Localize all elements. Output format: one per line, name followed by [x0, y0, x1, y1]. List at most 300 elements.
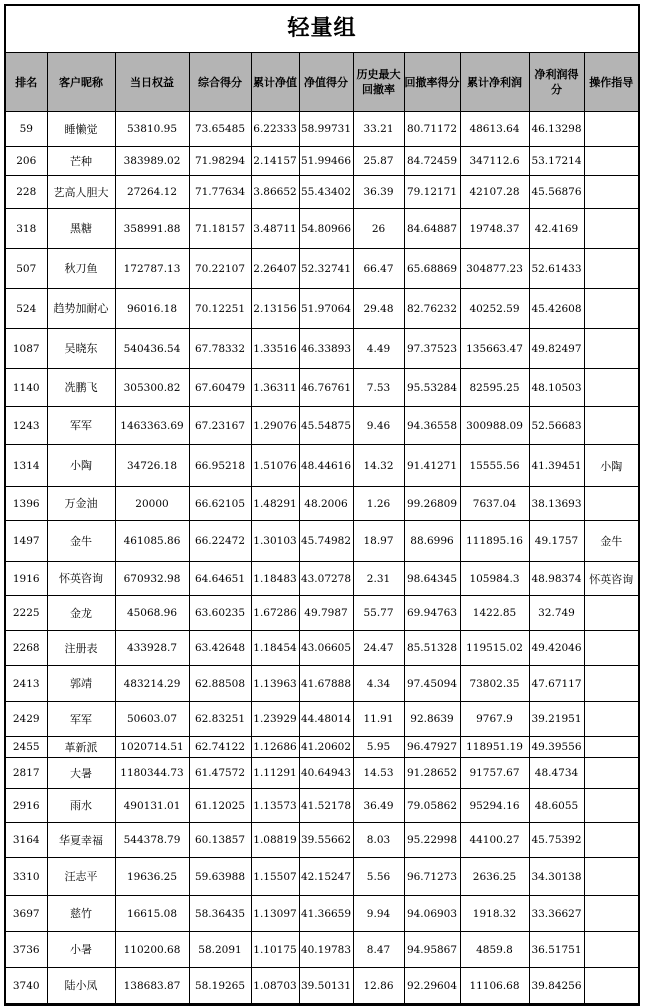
rank-cell: 228 [6, 176, 47, 209]
table-row [6, 562, 638, 596]
table-row [6, 702, 638, 737]
profit-score-cell: 49.82497 [529, 329, 584, 369]
name-cell: 怀英咨询 [47, 562, 115, 596]
name-cell: 军军 [47, 702, 115, 737]
score-cell: 62.88508 [189, 666, 251, 702]
table-row [6, 147, 638, 176]
table-row [6, 445, 638, 487]
header-nav: 累计净值 [251, 53, 299, 112]
max-drawdown-cell: 9.46 [353, 407, 404, 445]
score-cell: 66.62105 [189, 487, 251, 521]
profit-score-cell: 48.98374 [529, 562, 584, 596]
score-cell: 59.63988 [189, 858, 251, 896]
table-row [6, 737, 638, 758]
score-cell: 62.83251 [189, 702, 251, 737]
score-cell: 71.98294 [189, 147, 251, 176]
name-cell: 大暑 [47, 758, 115, 789]
equity-cell: 540436.54 [115, 329, 189, 369]
table-row [6, 407, 638, 445]
profit-cell: 4859.8 [460, 932, 529, 968]
nav-score-cell: 55.43402 [299, 176, 353, 209]
drawdown-score-cell: 79.05862 [404, 789, 460, 823]
drawdown-score-cell: 85.51328 [404, 631, 460, 666]
header-score: 综合得分 [189, 53, 251, 112]
rank-cell: 2429 [6, 702, 47, 737]
drawdown-score-cell: 88.6996 [404, 521, 460, 562]
max-drawdown-cell: 5.95 [353, 737, 404, 758]
guide-cell [584, 112, 638, 147]
nav-score-cell: 51.99466 [299, 147, 353, 176]
rank-cell: 2268 [6, 631, 47, 666]
rank-cell: 2225 [6, 596, 47, 631]
equity-cell: 19636.25 [115, 858, 189, 896]
guide-cell [584, 702, 638, 737]
equity-cell: 544378.79 [115, 823, 189, 858]
ranking-sheet [4, 4, 640, 1006]
guide-cell [584, 932, 638, 968]
guide-cell [584, 407, 638, 445]
score-cell: 67.60479 [189, 369, 251, 407]
profit-score-cell: 52.61433 [529, 249, 584, 289]
rank-cell: 2455 [6, 737, 47, 758]
nav-score-cell: 46.76761 [299, 369, 353, 407]
score-cell: 66.22472 [189, 521, 251, 562]
max-drawdown-cell: 4.49 [353, 329, 404, 369]
profit-cell: 73802.35 [460, 666, 529, 702]
header-drawdown-score: 回撤率得分 [404, 53, 460, 112]
header-guide: 操作指导 [584, 53, 638, 112]
name-cell: 芒种 [47, 147, 115, 176]
score-cell: 73.65485 [189, 112, 251, 147]
header-max-drawdown: 历史最大回撤率 [353, 53, 404, 112]
nav-score-cell: 39.50131 [299, 968, 353, 1004]
name-cell: 趋势加耐心 [47, 289, 115, 329]
table-row [6, 968, 638, 1004]
rank-cell: 1314 [6, 445, 47, 487]
nav-cell: 1.13097 [251, 896, 299, 932]
rank-cell: 2916 [6, 789, 47, 823]
profit-score-cell: 32.749 [529, 596, 584, 631]
table-row [6, 112, 638, 147]
rank-cell: 3310 [6, 858, 47, 896]
guide-cell [584, 369, 638, 407]
profit-cell: 44100.27 [460, 823, 529, 858]
rank-cell: 3164 [6, 823, 47, 858]
max-drawdown-cell: 55.77 [353, 596, 404, 631]
equity-cell: 27264.12 [115, 176, 189, 209]
nav-cell: 2.14157 [251, 147, 299, 176]
drawdown-score-cell: 95.22998 [404, 823, 460, 858]
max-drawdown-cell: 7.53 [353, 369, 404, 407]
table-row [6, 858, 638, 896]
equity-cell: 483214.29 [115, 666, 189, 702]
nav-cell: 3.86652 [251, 176, 299, 209]
rank-cell: 524 [6, 289, 47, 329]
guide-cell [584, 758, 638, 789]
drawdown-score-cell: 65.68869 [404, 249, 460, 289]
table-row [6, 896, 638, 932]
name-cell: 小陶 [47, 445, 115, 487]
profit-score-cell: 45.75392 [529, 823, 584, 858]
name-cell: 军军 [47, 407, 115, 445]
guide-cell [584, 737, 638, 758]
max-drawdown-cell: 8.03 [353, 823, 404, 858]
guide-cell [584, 823, 638, 858]
max-drawdown-cell: 66.47 [353, 249, 404, 289]
drawdown-score-cell: 94.06903 [404, 896, 460, 932]
profit-score-cell: 49.1757 [529, 521, 584, 562]
header-profit: 累计净利润 [460, 53, 529, 112]
equity-cell: 1180344.73 [115, 758, 189, 789]
profit-cell: 48613.64 [460, 112, 529, 147]
score-cell: 71.18157 [189, 209, 251, 249]
nav-score-cell: 40.19783 [299, 932, 353, 968]
profit-score-cell: 33.36627 [529, 896, 584, 932]
nav-cell: 1.12686 [251, 737, 299, 758]
guide-cell [584, 968, 638, 1004]
nav-score-cell: 52.32741 [299, 249, 353, 289]
name-cell: 小暑 [47, 932, 115, 968]
nav-cell: 1.29076 [251, 407, 299, 445]
max-drawdown-cell: 14.32 [353, 445, 404, 487]
name-cell: 秋刀鱼 [47, 249, 115, 289]
nav-cell: 1.33516 [251, 329, 299, 369]
nav-cell: 1.13573 [251, 789, 299, 823]
profit-cell: 347112.6 [460, 147, 529, 176]
name-cell: 金龙 [47, 596, 115, 631]
guide-cell [584, 666, 638, 702]
equity-cell: 1020714.51 [115, 737, 189, 758]
rank-cell: 318 [6, 209, 47, 249]
nav-score-cell: 42.15247 [299, 858, 353, 896]
drawdown-score-cell: 99.26809 [404, 487, 460, 521]
score-cell: 61.47572 [189, 758, 251, 789]
name-cell: 金牛 [47, 521, 115, 562]
profit-cell: 11106.68 [460, 968, 529, 1004]
rank-cell: 3697 [6, 896, 47, 932]
rank-cell: 507 [6, 249, 47, 289]
table-row [6, 329, 638, 369]
score-cell: 58.36435 [189, 896, 251, 932]
max-drawdown-cell: 1.26 [353, 487, 404, 521]
nav-score-cell: 54.80966 [299, 209, 353, 249]
max-drawdown-cell: 36.49 [353, 789, 404, 823]
nav-cell: 1.13963 [251, 666, 299, 702]
equity-cell: 53810.95 [115, 112, 189, 147]
nav-cell: 1.18454 [251, 631, 299, 666]
profit-cell: 1422.85 [460, 596, 529, 631]
profit-score-cell: 45.42608 [529, 289, 584, 329]
equity-cell: 50603.07 [115, 702, 189, 737]
equity-cell: 138683.87 [115, 968, 189, 1004]
profit-cell: 118951.19 [460, 737, 529, 758]
equity-cell: 45068.96 [115, 596, 189, 631]
nav-cell: 3.48711 [251, 209, 299, 249]
profit-cell: 111895.16 [460, 521, 529, 562]
profit-score-cell: 47.67117 [529, 666, 584, 702]
score-cell: 61.12025 [189, 789, 251, 823]
max-drawdown-cell: 11.91 [353, 702, 404, 737]
guide-cell: 怀英咨询 [584, 562, 638, 596]
name-cell: 睡懒觉 [47, 112, 115, 147]
profit-score-cell: 36.51751 [529, 932, 584, 968]
profit-score-cell: 34.30138 [529, 858, 584, 896]
nav-cell: 1.15507 [251, 858, 299, 896]
guide-cell [584, 176, 638, 209]
nav-score-cell: 39.55662 [299, 823, 353, 858]
guide-cell [584, 329, 638, 369]
profit-score-cell: 52.56683 [529, 407, 584, 445]
drawdown-score-cell: 80.71172 [404, 112, 460, 147]
max-drawdown-cell: 9.94 [353, 896, 404, 932]
equity-cell: 34726.18 [115, 445, 189, 487]
header-profit-score: 净利润得分 [529, 53, 584, 112]
guide-cell: 金牛 [584, 521, 638, 562]
profit-score-cell: 42.4169 [529, 209, 584, 249]
nav-score-cell: 43.07278 [299, 562, 353, 596]
profit-score-cell: 38.13693 [529, 487, 584, 521]
score-cell: 70.22107 [189, 249, 251, 289]
header-row [6, 53, 638, 112]
drawdown-score-cell: 98.64345 [404, 562, 460, 596]
rank-cell: 1243 [6, 407, 47, 445]
name-cell: 万金油 [47, 487, 115, 521]
equity-cell: 490131.01 [115, 789, 189, 823]
score-cell: 62.74122 [189, 737, 251, 758]
profit-score-cell: 49.42046 [529, 631, 584, 666]
rank-cell: 3736 [6, 932, 47, 968]
nav-cell: 1.11291 [251, 758, 299, 789]
table-row [6, 209, 638, 249]
equity-cell: 383989.02 [115, 147, 189, 176]
table-row [6, 932, 638, 968]
equity-cell: 16615.08 [115, 896, 189, 932]
profit-score-cell: 41.39451 [529, 445, 584, 487]
equity-cell: 358991.88 [115, 209, 189, 249]
max-drawdown-cell: 5.56 [353, 858, 404, 896]
score-cell: 64.64651 [189, 562, 251, 596]
table-row [6, 596, 638, 631]
drawdown-score-cell: 92.8639 [404, 702, 460, 737]
nav-cell: 1.08819 [251, 823, 299, 858]
equity-cell: 110200.68 [115, 932, 189, 968]
nav-score-cell: 41.67888 [299, 666, 353, 702]
nav-cell: 6.22333 [251, 112, 299, 147]
profit-cell: 7637.04 [460, 487, 529, 521]
name-cell: 注册表 [47, 631, 115, 666]
guide-cell [584, 209, 638, 249]
drawdown-score-cell: 92.29604 [404, 968, 460, 1004]
header-name: 客户昵称 [47, 53, 115, 112]
max-drawdown-cell: 33.21 [353, 112, 404, 147]
score-cell: 63.60235 [189, 596, 251, 631]
rank-cell: 1140 [6, 369, 47, 407]
profit-score-cell: 48.6055 [529, 789, 584, 823]
profit-score-cell: 39.21951 [529, 702, 584, 737]
rank-cell: 1497 [6, 521, 47, 562]
name-cell: 陆小凤 [47, 968, 115, 1004]
name-cell: 革新派 [47, 737, 115, 758]
table-row [6, 823, 638, 858]
equity-cell: 96016.18 [115, 289, 189, 329]
name-cell: 华夏幸福 [47, 823, 115, 858]
table-row [6, 176, 638, 209]
nav-score-cell: 58.99731 [299, 112, 353, 147]
nav-score-cell: 41.36659 [299, 896, 353, 932]
rank-cell: 3740 [6, 968, 47, 1004]
max-drawdown-cell: 24.47 [353, 631, 404, 666]
name-cell: 慈竹 [47, 896, 115, 932]
profit-cell: 82595.25 [460, 369, 529, 407]
max-drawdown-cell: 12.86 [353, 968, 404, 1004]
rank-cell: 206 [6, 147, 47, 176]
nav-score-cell: 41.52178 [299, 789, 353, 823]
guide-cell [584, 858, 638, 896]
profit-score-cell: 49.39556 [529, 737, 584, 758]
score-cell: 58.19265 [189, 968, 251, 1004]
drawdown-score-cell: 96.71273 [404, 858, 460, 896]
profit-score-cell: 53.17214 [529, 147, 584, 176]
nav-score-cell: 51.97064 [299, 289, 353, 329]
profit-score-cell: 39.84256 [529, 968, 584, 1004]
max-drawdown-cell: 14.53 [353, 758, 404, 789]
drawdown-score-cell: 69.94763 [404, 596, 460, 631]
drawdown-score-cell: 95.53284 [404, 369, 460, 407]
max-drawdown-cell: 29.48 [353, 289, 404, 329]
profit-cell: 304877.23 [460, 249, 529, 289]
drawdown-score-cell: 94.36558 [404, 407, 460, 445]
table-row [6, 487, 638, 521]
table-row [6, 666, 638, 702]
score-cell: 67.23167 [189, 407, 251, 445]
profit-cell: 42107.28 [460, 176, 529, 209]
profit-cell: 119515.02 [460, 631, 529, 666]
score-cell: 70.12251 [189, 289, 251, 329]
guide-cell [584, 249, 638, 289]
nav-cell: 1.10175 [251, 932, 299, 968]
profit-cell: 91757.67 [460, 758, 529, 789]
nav-cell: 1.30103 [251, 521, 299, 562]
equity-cell: 20000 [115, 487, 189, 521]
equity-cell: 461085.86 [115, 521, 189, 562]
table-row [6, 758, 638, 789]
max-drawdown-cell: 8.47 [353, 932, 404, 968]
nav-score-cell: 44.48014 [299, 702, 353, 737]
max-drawdown-cell: 4.34 [353, 666, 404, 702]
name-cell: 艺高人胆大 [47, 176, 115, 209]
guide-cell [584, 487, 638, 521]
rank-cell: 2817 [6, 758, 47, 789]
nav-score-cell: 48.44616 [299, 445, 353, 487]
name-cell: 冼鹏飞 [47, 369, 115, 407]
header-rank: 排名 [6, 53, 47, 112]
rank-cell: 1087 [6, 329, 47, 369]
nav-score-cell: 43.06605 [299, 631, 353, 666]
drawdown-score-cell: 82.76232 [404, 289, 460, 329]
table-row [6, 249, 638, 289]
profit-score-cell: 45.56876 [529, 176, 584, 209]
nav-cell: 1.18483 [251, 562, 299, 596]
drawdown-score-cell: 84.64887 [404, 209, 460, 249]
drawdown-score-cell: 84.72459 [404, 147, 460, 176]
profit-score-cell: 48.4734 [529, 758, 584, 789]
max-drawdown-cell: 25.87 [353, 147, 404, 176]
profit-cell: 40252.59 [460, 289, 529, 329]
profit-score-cell: 48.10503 [529, 369, 584, 407]
profit-cell: 2636.25 [460, 858, 529, 896]
profit-cell: 19748.37 [460, 209, 529, 249]
sheet-title: 轻量组 [6, 6, 638, 53]
profit-cell: 135663.47 [460, 329, 529, 369]
name-cell: 雨水 [47, 789, 115, 823]
max-drawdown-cell: 26 [353, 209, 404, 249]
rank-cell: 2413 [6, 666, 47, 702]
nav-score-cell: 40.64943 [299, 758, 353, 789]
profit-cell: 300988.09 [460, 407, 529, 445]
rank-cell: 1396 [6, 487, 47, 521]
profit-cell: 105984.3 [460, 562, 529, 596]
guide-cell [584, 896, 638, 932]
nav-cell: 1.36311 [251, 369, 299, 407]
nav-cell: 2.26407 [251, 249, 299, 289]
profit-cell: 15555.56 [460, 445, 529, 487]
score-cell: 66.95218 [189, 445, 251, 487]
table-row [6, 631, 638, 666]
guide-cell [584, 631, 638, 666]
profit-score-cell: 46.13298 [529, 112, 584, 147]
rank-cell: 59 [6, 112, 47, 147]
equity-cell: 172787.13 [115, 249, 189, 289]
score-cell: 67.78332 [189, 329, 251, 369]
nav-cell: 1.67286 [251, 596, 299, 631]
nav-score-cell: 45.54875 [299, 407, 353, 445]
score-cell: 58.2091 [189, 932, 251, 968]
equity-cell: 670932.98 [115, 562, 189, 596]
drawdown-score-cell: 94.95867 [404, 932, 460, 968]
guide-cell [584, 789, 638, 823]
nav-score-cell: 46.33893 [299, 329, 353, 369]
score-cell: 71.77634 [189, 176, 251, 209]
table-row [6, 369, 638, 407]
table-row [6, 789, 638, 823]
nav-cell: 2.13156 [251, 289, 299, 329]
equity-cell: 1463363.69 [115, 407, 189, 445]
max-drawdown-cell: 36.39 [353, 176, 404, 209]
profit-cell: 9767.9 [460, 702, 529, 737]
score-cell: 60.13857 [189, 823, 251, 858]
header-equity: 当日权益 [115, 53, 189, 112]
guide-cell [584, 596, 638, 631]
table-body [6, 112, 638, 1004]
equity-cell: 305300.82 [115, 369, 189, 407]
nav-score-cell: 41.20602 [299, 737, 353, 758]
drawdown-score-cell: 91.41271 [404, 445, 460, 487]
nav-cell: 1.08703 [251, 968, 299, 1004]
profit-cell: 95294.16 [460, 789, 529, 823]
max-drawdown-cell: 18.97 [353, 521, 404, 562]
profit-cell: 1918.32 [460, 896, 529, 932]
rank-cell: 1916 [6, 562, 47, 596]
table-row [6, 289, 638, 329]
nav-score-cell: 45.74982 [299, 521, 353, 562]
ranking-table [6, 53, 638, 1004]
score-cell: 63.42648 [189, 631, 251, 666]
guide-cell [584, 289, 638, 329]
drawdown-score-cell: 96.47927 [404, 737, 460, 758]
nav-cell: 1.23929 [251, 702, 299, 737]
guide-cell [584, 147, 638, 176]
drawdown-score-cell: 79.12171 [404, 176, 460, 209]
